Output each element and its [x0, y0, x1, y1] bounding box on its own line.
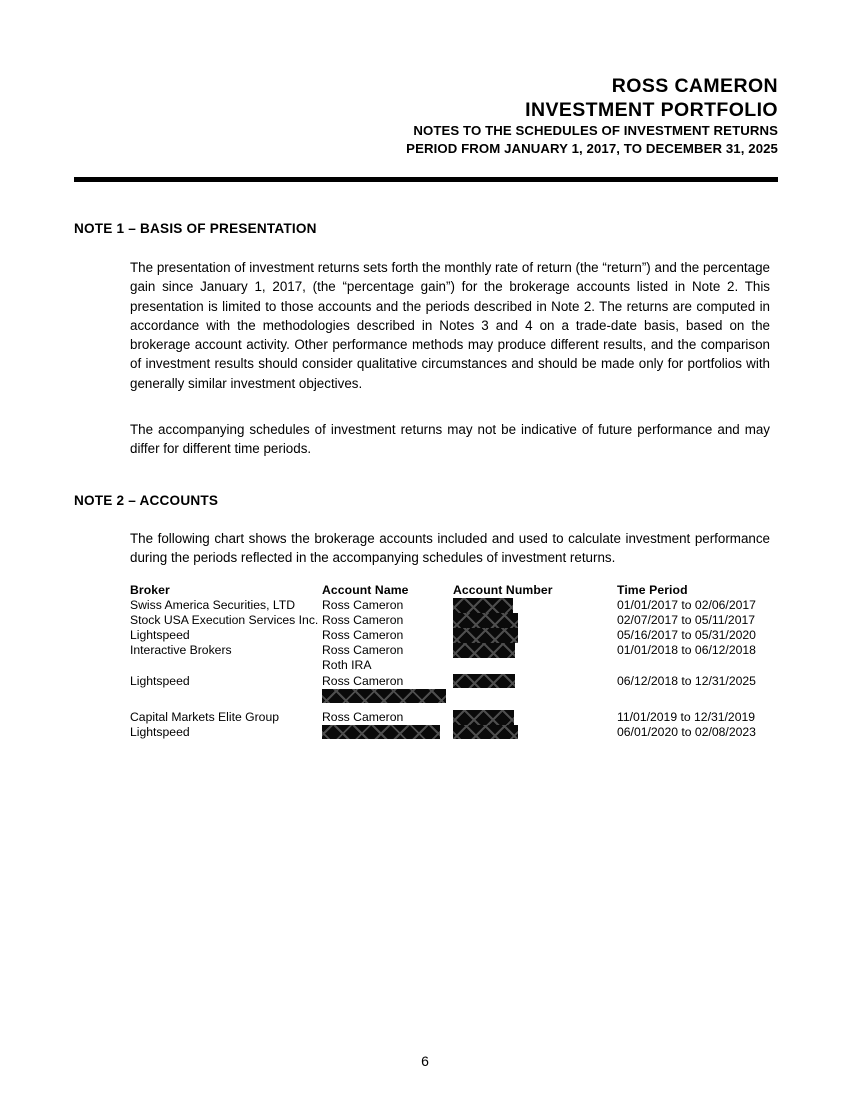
- table-row-continuation: [130, 658, 775, 673]
- redaction-block: [453, 628, 518, 643]
- note-1-paragraph-2: [130, 420, 770, 459]
- redaction-block: [453, 598, 513, 613]
- cell-account-name: Ross Cameron: [322, 673, 404, 688]
- table-row: [130, 725, 775, 740]
- column-header-account-number: Account Number: [453, 583, 553, 597]
- cell-account-name: Ross Cameron: [322, 628, 404, 643]
- cell-time-period: 01/01/2018 to 06/12/2018: [617, 643, 756, 658]
- table-row: [130, 628, 775, 643]
- cell-account-name: Ross Cameron: [322, 598, 404, 613]
- table-row: [130, 674, 775, 689]
- cell-broker: Lightspeed: [130, 724, 190, 739]
- cell-account-number-redacted: [453, 598, 513, 613]
- column-header-time-period: Time Period: [617, 583, 688, 597]
- cell-account-name-line2: Roth IRA: [322, 658, 372, 673]
- cell-account-number-redacted: [453, 628, 518, 643]
- note-1-paragraph-1-text: The presentation of investment returns sets forth the monthly rate of return (the “return”) and the percentage gain since January 1, 2017, (the “percentage gain”) for the brokerage accounts listed in Note 2. This presentation is limited to those accounts and the periods described in Note 2. The returns are computed in accordance with the methodologies described in Notes 3 and 4 on a trade-date basis, based on the brokerage account activity. Other performance methods may produce different results, and the comparison of investment results should consider qualitative circumstances and should be made only for portfolios with generally similar investment objectives.: [130, 260, 770, 391]
- column-header-broker: Broker: [130, 583, 170, 597]
- cell-time-period: 02/07/2017 to 05/11/2017: [617, 613, 756, 628]
- cell-time-period: 05/16/2017 to 05/31/2020: [617, 628, 756, 643]
- header-doc-type: NOTES TO THE SCHEDULES OF INVESTMENT RETURNS: [413, 123, 778, 138]
- accounts-table: [130, 583, 775, 740]
- cell-broker: Interactive Brokers: [130, 643, 232, 658]
- table-row: [130, 598, 775, 613]
- column-header-account-name: Account Name: [322, 583, 409, 597]
- redaction-block: [322, 689, 446, 703]
- note-2-paragraph-1: [130, 529, 770, 568]
- page-number: 6: [421, 1053, 429, 1069]
- cell-account-number-redacted: [453, 643, 515, 658]
- cell-time-period: 01/01/2017 to 02/06/2017: [617, 598, 756, 613]
- cell-time-period: 11/01/2019 to 12/31/2019: [617, 709, 756, 724]
- document-header: [74, 74, 778, 158]
- cell-account-number-redacted: [453, 674, 515, 689]
- cell-account-number-redacted: [453, 710, 514, 725]
- header-divider-rule: [74, 177, 778, 182]
- cell-account-number-redacted: [453, 725, 518, 740]
- redaction-block: [453, 674, 515, 688]
- note-2-paragraph-1-text: The following chart shows the brokerage accounts included and used to calculate investment performance during the periods reflected in the accompanying schedules of investment returns.: [130, 531, 770, 566]
- note-2-heading: NOTE 2 – ACCOUNTS: [74, 493, 219, 508]
- table-row-continuation: [130, 689, 775, 703]
- cell-broker: Swiss America Securities, LTD: [130, 598, 296, 613]
- header-period: PERIOD FROM JANUARY 1, 2017, TO DECEMBER 31, 2025: [406, 141, 778, 156]
- cell-account-number-redacted: [453, 613, 518, 628]
- redaction-block: [322, 725, 440, 739]
- cell-account-name: Ross Cameron: [322, 613, 404, 628]
- cell-account-name: Ross Cameron: [322, 709, 404, 724]
- header-subject: INVESTMENT PORTFOLIO: [525, 99, 778, 121]
- cell-time-period: 06/12/2018 to 12/31/2025: [617, 673, 756, 688]
- table-row: [130, 710, 775, 725]
- cell-broker: Capital Markets Elite Group: [130, 709, 280, 724]
- note-1-paragraph-2-text: The accompanying schedules of investment returns may not be indicative of future performance and may differ for different time periods.: [130, 422, 770, 457]
- table-row: [130, 643, 775, 658]
- redaction-block: [453, 613, 518, 628]
- note-1-heading: NOTE 1 – BASIS OF PRESENTATION: [74, 221, 317, 236]
- redaction-block: [453, 710, 514, 725]
- cell-broker: Lightspeed: [130, 628, 190, 643]
- cell-broker: Stock USA Execution Services Inc.: [130, 613, 319, 628]
- table-row-spacer: [130, 703, 775, 710]
- table-header-row: [130, 583, 775, 598]
- redaction-block: [453, 725, 518, 739]
- redaction-block: [453, 643, 515, 658]
- cell-account-name: Ross Cameron: [322, 643, 404, 658]
- cell-account-name-line2-redacted: [322, 689, 446, 704]
- cell-broker: Lightspeed: [130, 673, 190, 688]
- cell-account-name-redacted: [322, 725, 440, 740]
- note-1-paragraph-1: [130, 258, 770, 393]
- header-name: ROSS CAMERON: [611, 75, 778, 97]
- cell-time-period: 06/01/2020 to 02/08/2023: [617, 724, 756, 739]
- table-row: [130, 613, 775, 628]
